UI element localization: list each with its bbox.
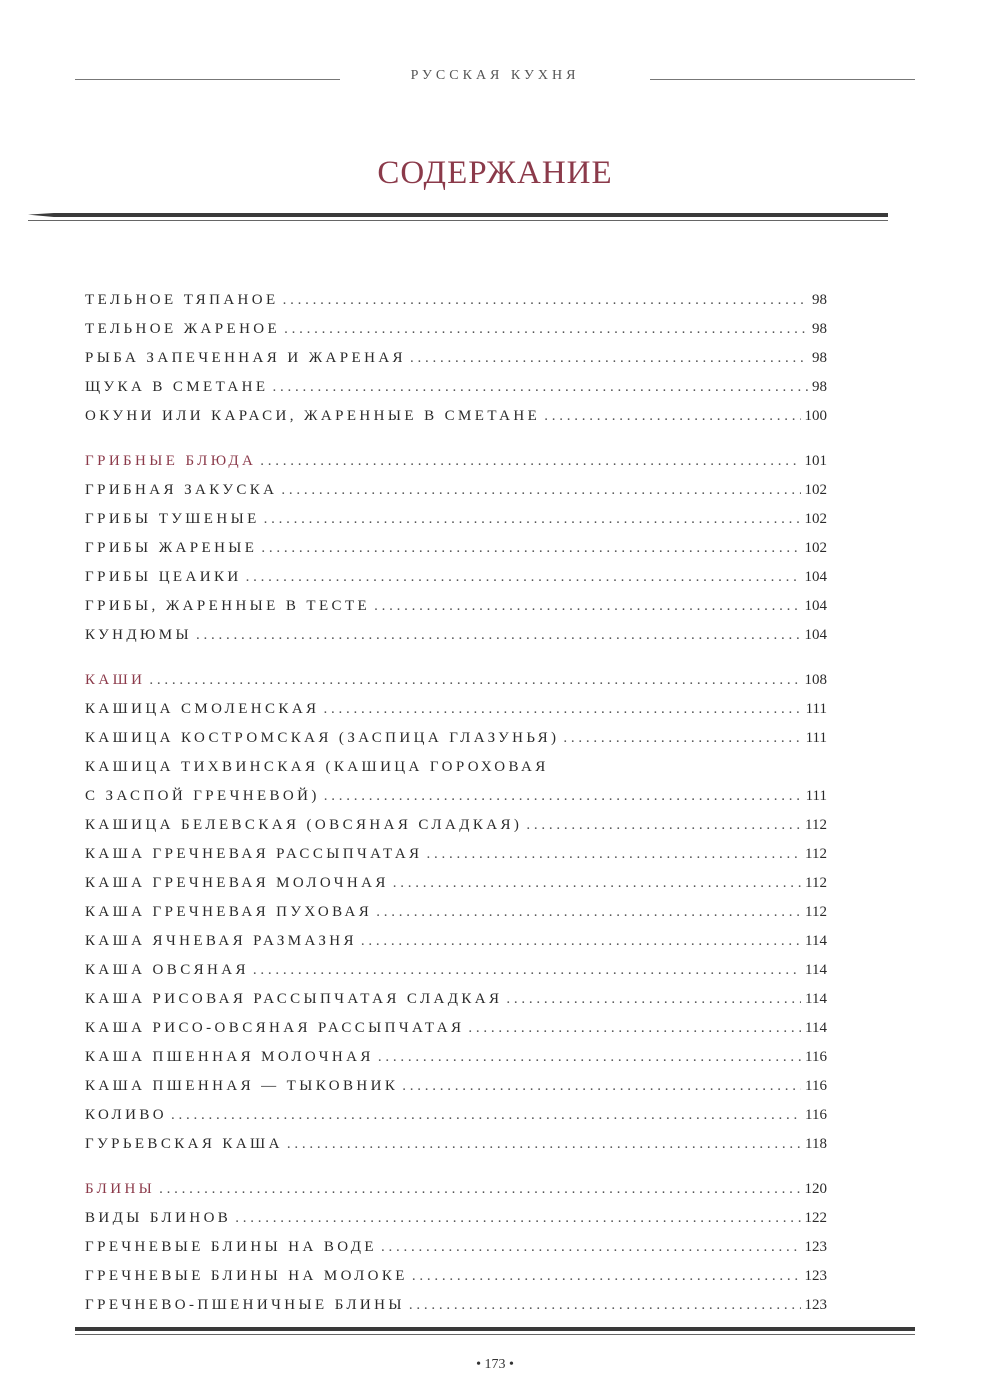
- toc-entry[interactable]: [85, 1136, 827, 1165]
- toc-entry-label: ГРЕЧНЕВЫЕ БЛИНЫ НА МОЛОКЕ: [85, 1268, 408, 1284]
- toc-entry-page: 104: [804, 627, 827, 643]
- toc-leader-dots: [264, 511, 801, 528]
- toc-leader-dots: [506, 991, 801, 1008]
- toc-entry-label: ВИДЫ БЛИНОВ: [85, 1210, 232, 1226]
- toc-leader-dots: [323, 701, 801, 718]
- toc-entry-page: 114: [805, 991, 827, 1007]
- toc-leader-dots: [281, 482, 800, 499]
- footer-rule: [75, 1327, 915, 1339]
- toc-entry[interactable]: [85, 1268, 827, 1297]
- toc-entry[interactable]: [85, 730, 827, 759]
- page-title: СОДЕРЖАНИЕ: [377, 155, 613, 191]
- toc-entry-label: КАША ЯЧНЕВАЯ РАЗМАЗНЯ: [85, 933, 357, 949]
- toc-entry-wrap-line2[interactable]: С ЗАСПОЙ ГРЕЧНЕВОЙ) . . . 111: [85, 788, 827, 817]
- toc-entry[interactable]: [85, 1049, 827, 1078]
- toc-entry[interactable]: [85, 350, 827, 379]
- toc-entry-label: ТЕЛЬНОЕ ЖАРЕНОЕ: [85, 321, 281, 337]
- toc-entry-page: 116: [805, 1049, 827, 1065]
- toc-entry-label: ГРИБНАЯ ЗАКУСКА: [85, 482, 278, 498]
- toc-leader-dots: [526, 817, 801, 834]
- toc-entry-page: 112: [805, 875, 827, 891]
- toc-leader-dots: [544, 408, 800, 425]
- toc-entry-label: ГРЕЧНЕВЫЕ БЛИНЫ НА ВОДЕ: [85, 1239, 377, 1255]
- running-head-rule-right: [650, 79, 915, 80]
- toc-leader-dots: [374, 598, 800, 615]
- toc-entry[interactable]: [85, 379, 827, 408]
- toc-entry-label: ГРИБЫ ЦЕАИКИ: [85, 569, 242, 585]
- toc-leader-dots: [402, 1078, 801, 1095]
- toc-entry[interactable]: [85, 598, 827, 627]
- toc-entry-label: КУНДЮМЫ: [85, 627, 193, 643]
- toc-entry[interactable]: [85, 511, 827, 540]
- toc-entry-label: КАША ПШЕННАЯ МОЛОЧНАЯ: [85, 1049, 374, 1065]
- toc-entry[interactable]: [85, 875, 827, 904]
- toc-entry[interactable]: [85, 991, 827, 1020]
- toc-entry[interactable]: [85, 817, 827, 846]
- toc-entry-label: КОЛИВО: [85, 1107, 167, 1123]
- title-rule: [28, 213, 888, 225]
- toc-leader-dots: [563, 730, 801, 747]
- toc-entry[interactable]: [85, 1020, 827, 1049]
- toc-entry[interactable]: [85, 482, 827, 511]
- toc-entry[interactable]: [85, 1210, 827, 1239]
- toc-entry-label: КАША ГРЕЧНЕВАЯ МОЛОЧНАЯ: [85, 875, 389, 891]
- toc-leader-dots: [235, 1210, 800, 1227]
- toc-entry-page: 122: [804, 1210, 827, 1226]
- toc-leader-dots: [381, 1239, 801, 1256]
- running-head-rule-left: [75, 79, 340, 80]
- toc-entry[interactable]: [85, 962, 827, 991]
- page-number: • 173 •: [476, 1357, 514, 1372]
- toc-entry[interactable]: [85, 701, 827, 730]
- toc-entry-page: 123: [804, 1268, 827, 1284]
- toc-leader-dots: [272, 379, 808, 396]
- toc-entry-page: 123: [804, 1239, 827, 1255]
- toc-leader-dots: [171, 1107, 801, 1124]
- toc-entry-label: КАША ОВСЯНАЯ: [85, 962, 249, 978]
- toc-entry[interactable]: [85, 1297, 827, 1326]
- toc-section-mushroom-dishes[interactable]: ГРИБНЫЕ БЛЮДА . . . 101: [85, 453, 827, 482]
- table-of-contents: [85, 292, 827, 1326]
- toc-entry-page: 114: [805, 933, 827, 949]
- toc-leader-dots: [468, 1020, 801, 1037]
- toc-entry-label: КАША ГРЕЧНЕВАЯ ПУХОВАЯ: [85, 904, 373, 920]
- toc-entry-page: 104: [804, 569, 827, 585]
- toc-entry-page: 104: [804, 598, 827, 614]
- toc-entry-page: 102: [804, 511, 827, 527]
- toc-section-porridges[interactable]: КАШИ . . . 108: [85, 672, 827, 701]
- toc-entry[interactable]: [85, 408, 827, 437]
- toc-entry[interactable]: [85, 292, 827, 321]
- toc-entry[interactable]: [85, 933, 827, 962]
- toc-entry[interactable]: [85, 1239, 827, 1268]
- toc-leader-dots: [426, 846, 801, 863]
- toc-leader-dots: [287, 1136, 801, 1153]
- toc-entry-label: КАШИЦА СМОЛЕНСКАЯ: [85, 701, 320, 717]
- toc-entry-page: 116: [805, 1078, 827, 1094]
- toc-leader-dots: [284, 321, 808, 338]
- toc-entry-label: КАША РИСОВАЯ РАССЫПЧАТАЯ СЛАДКАЯ: [85, 991, 503, 1007]
- toc-entry-page: 112: [805, 904, 827, 920]
- toc-entry-page: 102: [804, 540, 827, 556]
- toc-leader-dots: [378, 1049, 801, 1066]
- toc-entry-page: 118: [805, 1136, 827, 1152]
- toc-entry-page: 111: [805, 730, 827, 746]
- toc-entry-label: КАША РИСО-ОВСЯНАЯ РАССЫПЧАТАЯ: [85, 1020, 465, 1036]
- toc-entry-page: 111: [805, 701, 827, 717]
- toc-entry-label: ЩУКА В СМЕТАНЕ: [85, 379, 269, 395]
- toc-entry-page: 98: [812, 379, 827, 395]
- toc-entry-label: КАША ГРЕЧНЕВАЯ РАССЫПЧАТАЯ: [85, 846, 423, 862]
- toc-entry-label: ГРЕЧНЕВО-ПШЕНИЧНЫЕ БЛИНЫ: [85, 1297, 405, 1313]
- toc-leader-dots: [376, 904, 801, 921]
- toc-entry-wrap-line1[interactable]: КАШИЦА ТИХВИНСКАЯ (КАШИЦА ГОРОХОВАЯ: [85, 759, 549, 775]
- toc-entry[interactable]: [85, 1107, 827, 1136]
- toc-entry-page: 114: [805, 962, 827, 978]
- toc-leader-dots: [261, 540, 800, 557]
- toc-leader-dots: [412, 1268, 801, 1285]
- toc-entry-label: ГРИБЫ ТУШЕНЫЕ: [85, 511, 260, 527]
- toc-entry[interactable]: [85, 540, 827, 569]
- running-head: [75, 64, 915, 94]
- toc-entry[interactable]: [85, 627, 827, 656]
- toc-entry-page: 100: [804, 408, 827, 424]
- toc-leader-dots: [409, 1297, 801, 1314]
- toc-leader-dots: [410, 350, 808, 367]
- toc-entry[interactable]: [85, 569, 827, 598]
- toc-entry-label: ГУРЬЕВСКАЯ КАША: [85, 1136, 283, 1152]
- toc-entry-page: 98: [812, 292, 827, 308]
- toc-entry-page: 112: [805, 846, 827, 862]
- toc-entry-page: 123: [804, 1297, 827, 1313]
- toc-entry[interactable]: [85, 321, 827, 350]
- toc-entry-label: ГРИБЫ, ЖАРЕННЫЕ В ТЕСТЕ: [85, 598, 371, 614]
- toc-entry-label: ТЕЛЬНОЕ ТЯПАНОЕ: [85, 292, 279, 308]
- toc-entry-page: 114: [805, 1020, 827, 1036]
- toc-entry-label: ОКУНИ ИЛИ КАРАСИ, ЖАРЕННЫЕ В СМЕТАНЕ: [85, 408, 541, 424]
- toc-leader-dots: [393, 875, 801, 892]
- toc-entry-label: ГРИБЫ ЖАРЕНЫЕ: [85, 540, 258, 556]
- toc-entry[interactable]: [85, 1078, 827, 1107]
- toc-entry-label: РЫБА ЗАПЕЧЕННАЯ И ЖАРЕНАЯ: [85, 350, 406, 366]
- toc-section-pancakes[interactable]: БЛИНЫ . . . 120: [85, 1181, 827, 1210]
- toc-entry-label: КАШИЦА БЕЛЕВСКАЯ (ОВСЯНАЯ СЛАДКАЯ): [85, 817, 523, 833]
- toc-entry-label: КАШИЦА КОСТРОМСКАЯ (ЗАСПИЦА ГЛАЗУНЬЯ): [85, 730, 560, 746]
- running-head-title: РУССКАЯ КУХНЯ: [410, 68, 580, 83]
- toc-entry-page: 102: [804, 482, 827, 498]
- toc-leader-dots: [253, 962, 801, 979]
- toc-entry-page: 116: [805, 1107, 827, 1123]
- toc-leader-dots: [283, 292, 808, 309]
- toc-entry-page: 112: [805, 817, 827, 833]
- toc-entry-label: КАША ПШЕННАЯ — ТЫКОВНИК: [85, 1078, 399, 1094]
- toc-leader-dots: [196, 627, 800, 644]
- toc-entry-page: 98: [812, 321, 827, 337]
- toc-entry[interactable]: [85, 846, 827, 875]
- toc-leader-dots: [361, 933, 801, 950]
- toc-entry[interactable]: [85, 904, 827, 933]
- toc-leader-dots: [246, 569, 801, 586]
- toc-entry-page: 98: [812, 350, 827, 366]
